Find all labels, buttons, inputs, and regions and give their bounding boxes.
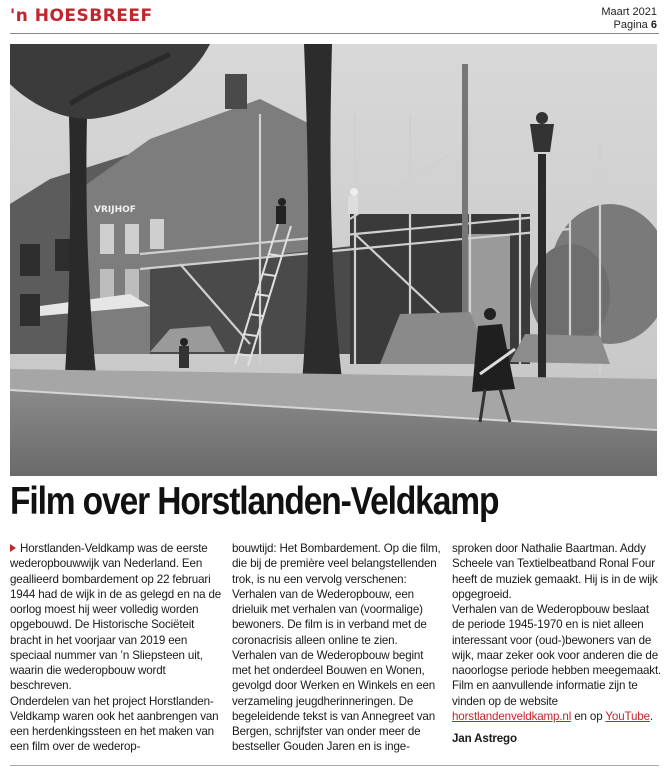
- article-column-2: [232, 541, 444, 755]
- sentence-end: .: [649, 709, 653, 723]
- link-joiner: en op: [574, 709, 603, 723]
- website-link[interactable]: horstlandenveldkamp.nl: [452, 709, 572, 723]
- page-label: Pagina: [613, 19, 648, 31]
- page-indicator: [601, 19, 657, 32]
- article-headline: Film over Horstlanden-Veldkamp: [10, 480, 499, 523]
- shop-sign: VRIJHOF: [94, 205, 136, 215]
- paragraph: sproken door Nathalie Baartman. Addy Scheele van Textielbeatband Ronal Four heeft de muziek gemaakt. Hij is in de wijk opgegroeid.: [452, 542, 658, 601]
- author-byline: Jan Astrego: [452, 732, 517, 745]
- triangle-marker-icon: [10, 544, 16, 552]
- youtube-link[interactable]: YouTube: [605, 709, 650, 723]
- footer-divider: [10, 765, 659, 766]
- paragraph: Verhalen van de Wederopbouw begint met het onderdeel Bouwen en Wonen, gevolgd door Werken en Winkels en een verzameling jeugdherinneringen. De begeleidende tekst is van Annegreet van Bergen, schrijfster van onder meer de bestseller Gouden Jaren en is inge-: [232, 648, 436, 754]
- paragraph-text: Verhalen van de Wederopbouw beslaat de periode 1945-1970 en is niet alleen interessant voor (oud-)bewoners van de wijk, maar zeker ook voor anderen die de naoorlogse periode hebben meegemaakt. Film en aanvullende informatie zijn te vinden op de website: [452, 603, 662, 708]
- article-column-1: [10, 541, 222, 755]
- article-column-3: [452, 541, 664, 746]
- paragraph: Onderdelen van het project Horstlanden-Veldkamp waren ook het aanbrengen van een herdenkingssteen en het maken van een film over de wederop-: [10, 694, 219, 754]
- paragraph: bouwtijd: Het Bombardement. Op die film, die bij de première veel belangstellenden trok, is nu een vervolg verschenen: Verhalen van de Wederopbouw, een drieluik met verhalen van (voormalige) bewoners. De film is in verband met de coronacrisis alleen online te zien.: [232, 542, 441, 647]
- issue-date: Maart 2021: [601, 6, 657, 18]
- header-divider: [10, 33, 659, 34]
- paragraph: [452, 602, 664, 724]
- issue-info: [601, 6, 657, 32]
- publication-title: 'n HOESBREEF: [10, 6, 153, 26]
- paragraph-text: Horstlanden-Veldkamp was de eerste wederopbouwwijk van Nederland. Een geallieerd bombardement op 22 februari 1944 had de wijk in de as gelegd en na de oorlog moest hij weer volledig worden opgebouwd. De Historische Sociëteit bracht in het voorjaar van 2019 een speciaal nummer van ’n Sliepsteen uit, waarin die wederopbouw wordt beschreven.: [10, 542, 222, 693]
- paragraph: [10, 541, 222, 694]
- historic-photo: [10, 44, 657, 476]
- page-number: 6: [650, 19, 657, 31]
